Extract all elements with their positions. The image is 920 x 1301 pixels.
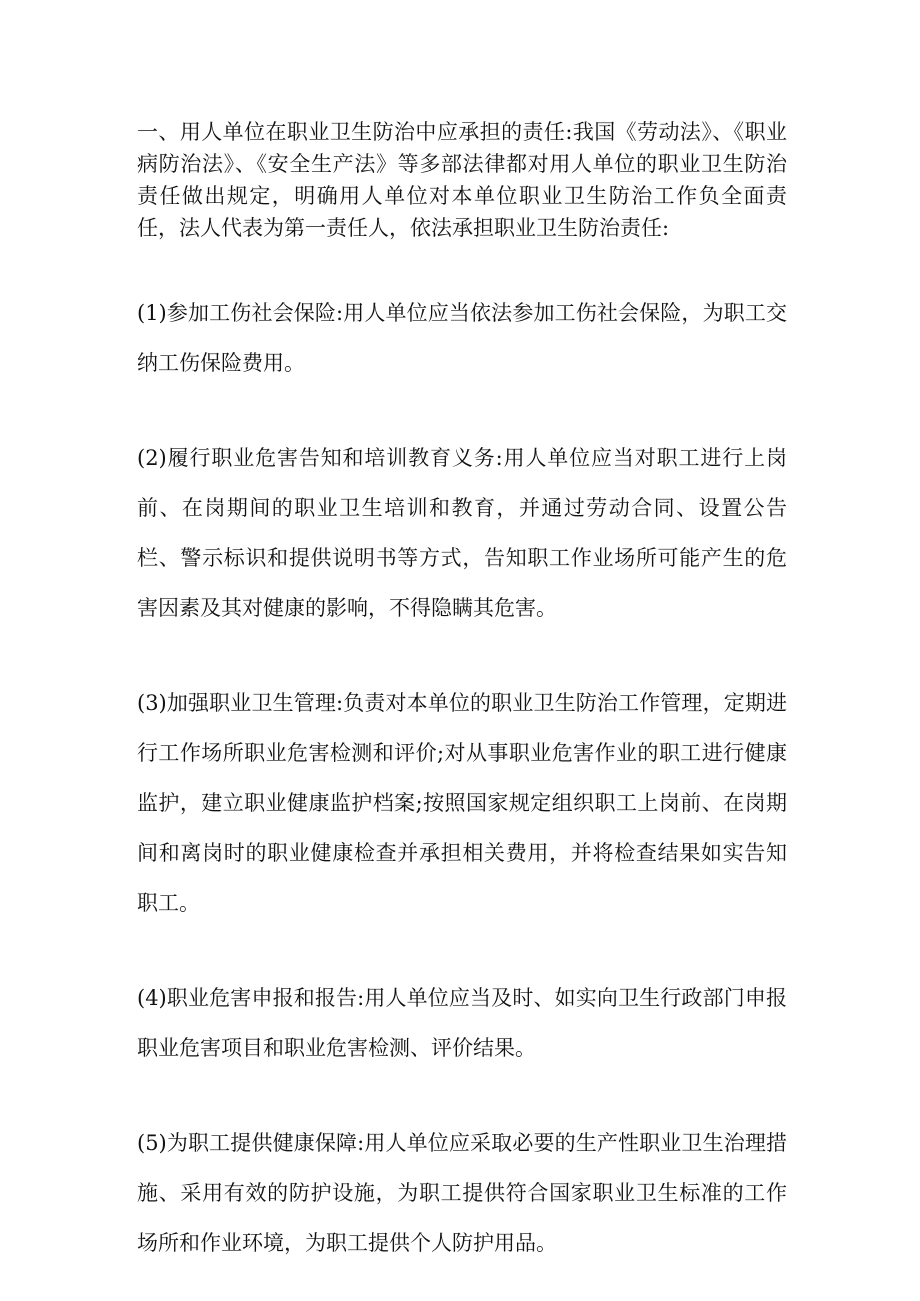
intro-paragraph: 一、用人单位在职业卫生防治中应承担的责任:我国《劳动法》、《职业病防治法》、《安全生产法》等多部法律都对用人单位的职业卫生防治责任做出规定，明确用人单位对本单位职业卫生防治工作负全面责任，法人代表为第一责任人，依法承担职业卫生防治责任:	[137, 120, 787, 240]
list-item: (3)加强职业卫生管理:负责对本单位的职业卫生防治工作管理，定期进行工作场所职业危害检测和评价;对从事职业危害作业的职工进行健康监护，建立职业健康监护档案;按照国家规定组织职工上岗前、在岗期间和离岗时的职业健康检查并承担相关费用，并将检查结果如实告知职工。	[137, 691, 787, 915]
list-item: (5)为职工提供健康保障:用人单位应采取必要的生产性职业卫生治理措施、采用有效的防护设施，为职工提供符合国家职业卫生标准的工作场所和作业环境，为职工提供个人防护用品。	[137, 1131, 787, 1255]
list-item: (4)职业危害申报和报告:用人单位应当及时、如实向卫生行政部门申报职业危害项目和职业危害检测、评价结果。	[137, 986, 787, 1060]
list-item: (2)履行职业危害告知和培训教育义务:用人单位应当对职工进行上岗前、在岗期间的职业卫生培训和教育，并通过劳动合同、设置公告栏、警示标识和提供说明书等方式，告知职工作业场所可能产生的危害因素及其对健康的影响，不得隐瞒其危害。	[137, 446, 787, 620]
document-page	[137, 116, 787, 1268]
list-item: (1)参加工伤社会保险:用人单位应当依法参加工伤社会保险，为职工交纳工伤保险费用。	[137, 301, 787, 375]
